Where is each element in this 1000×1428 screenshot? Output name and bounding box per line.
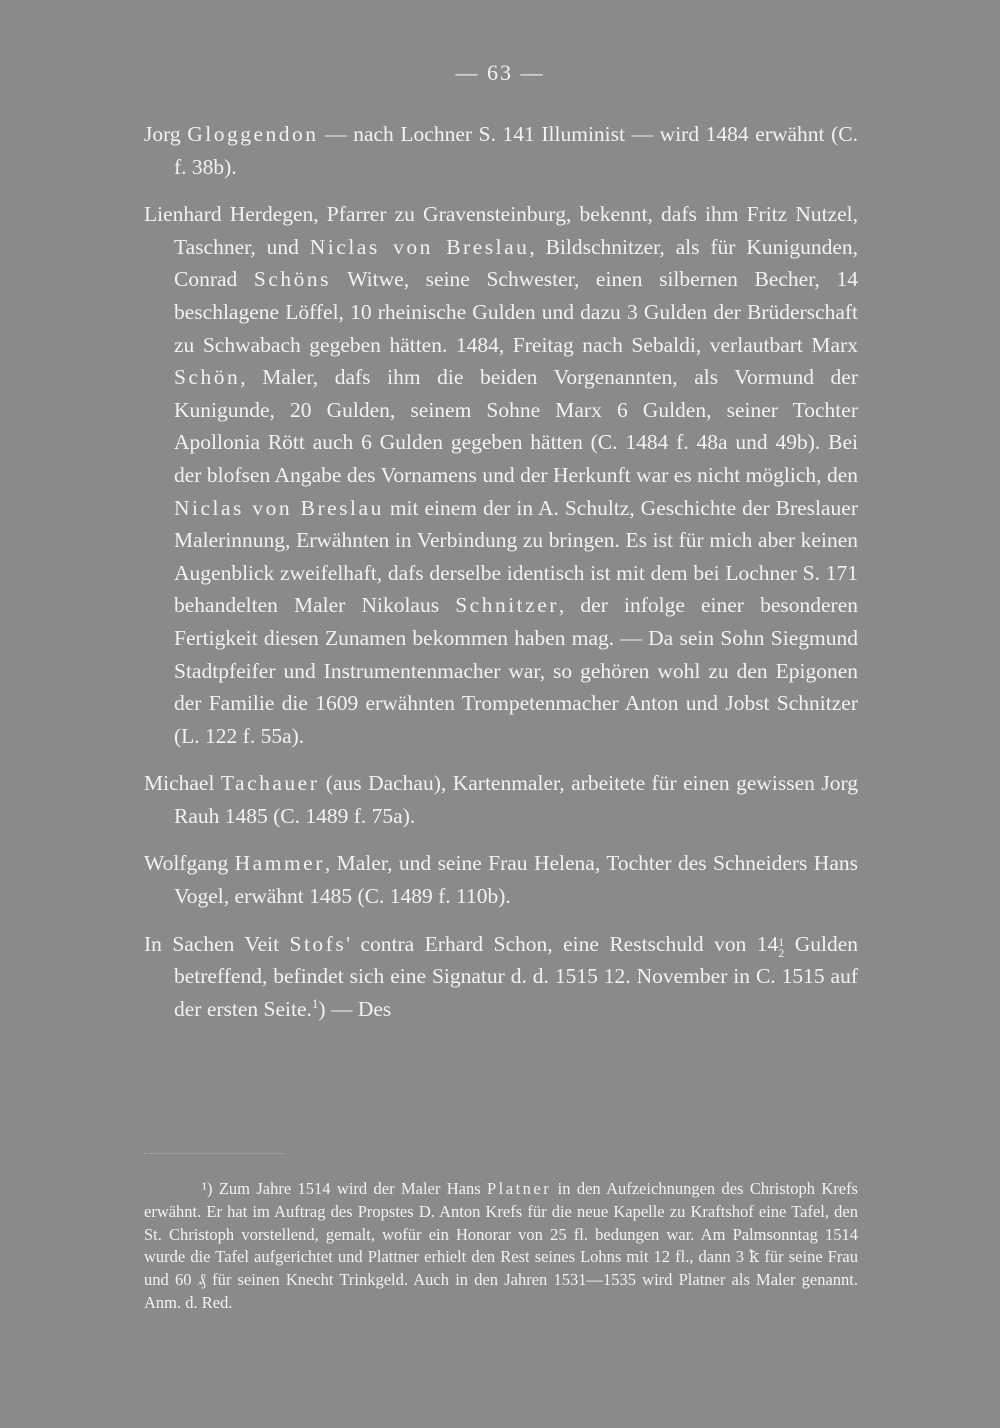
footnote-separator: [144, 1153, 284, 1154]
spaced-name: Stofs: [289, 931, 347, 956]
footnote-mark: ¹): [202, 1179, 213, 1198]
entry-herdegen: Lienhard Herdegen, Pfarrer zu Gravensteinburg, bekennt, dafs ihm Fritz Nutzel, Taschner, und Niclas von Breslau, Bildschnitzer, als für Kunigunden, Conrad Schöns Witwe, seine Schwester, einen silbernen Becher, 14 beschlagene Löffel, 10 rheinische Gulden und dazu 3 Gulden der Brüderschaft zu Schwabach gegeben hätten. 1484, Freitag nach Sebaldi, verlautbart Marx Schön, Maler, dafs ihm die beiden Vorgenannten, als Vormund der Kunigunde, 20 Gulden, seinem Sohne Marx 6 Gulden, seiner Tochter Apollonia Rött auch 6 Gulden gegeben hätten (C. 1484 f. 48a und 49b). Bei der blofsen Angabe des Vornamens und der Herkunft war es nicht möglich, den Niclas von Breslau mit einem der in A. Schultz, Geschichte der Breslauer Malerinnung, Erwähnten in Verbindung zu bringen. Es ist für mich aber keinen Augenblick zweifelhaft, dafs derselbe identisch ist mit dem bei Lochner S. 171 behandelten Maler Nikolaus Schnitzer, der infolge einer besonderen Fertigkeit diesen Zunamen bekommen haben mag. — Da sein Sohn Siegmund Stadtpfeifer und Instrumentenmacher war, so gehören wohl zu den Epigonen der Familie die 1609 erwähnten Trompetenmacher Anton und Jobst Schnitzer (L. 122 f. 55a).: [144, 202, 859, 748]
spaced-name: Niclas von Breslau: [309, 234, 530, 259]
footnote: ¹) Zum Jahre 1514 wird der Maler Hans Platner in den Aufzeichnungen des Christoph Krefs erwähnt. Er hat im Auftrag des Propstes D. Anton Krefs für die neue Kapelle zu Kraftshof eine Tafel, den St. Christoph vorstellend, gemalt, wofür ein Honorar von 25 fl. bedungen war. Am Palmsonntag 1514 wurde die Tafel aufgerichtet und Plattner erhielt den Rest seines Lohns mit 12 fl., dann 3 ꝁ für seine Frau und 60 ₰ für seinen Knecht Trinkgeld. Auch in den Jahren 1531—1535 wird Platner als Maler genannt. Anm. d. Red.: [144, 1179, 858, 1312]
page-number: — 63 —: [455, 60, 545, 85]
spaced-name: Tachauer: [220, 771, 320, 796]
spaced-name: Hammer: [234, 851, 325, 876]
entry-tachauer: Michael Tachauer (aus Dachau), Kartenmaler, arbeitete für einen gewissen Jorg Rauh 1485 (C. 1489 f. 75a).: [144, 771, 858, 828]
spaced-name: Niclas von Breslau: [174, 495, 384, 520]
spaced-name: Schnitzer: [455, 593, 559, 618]
footnote-reference[interactable]: 1: [311, 995, 319, 1011]
entry-hammer: Wolfgang Hammer, Maler, und seine Frau Helena, Tochter des Schneiders Hans Vogel, erwähnt 1485 (C. 1489 f. 110b).: [144, 851, 858, 909]
spaced-name: Gloggendon: [187, 122, 319, 146]
entry-gloggendon: Jorg Gloggendon — nach Lochner S. 141 Illuminist — wird 1484 erwähnt (C. f. 38b).: [144, 122, 858, 179]
spaced-name: Schöns: [253, 267, 332, 292]
spaced-name: Platner: [487, 1179, 552, 1198]
entry-stoss: In Sachen Veit Stofs' contra Erhard Schon, eine Restschuld von 14 1 2 Gulden betreffend, befindet sich eine Signatur d. d. 1515 12. November in C. 1515 auf der ersten Seite.$^1$) — Des: [144, 931, 858, 1021]
spaced-name: Schön: [174, 365, 241, 390]
fraction-half: 1 2: [778, 934, 785, 960]
main-text: [144, 118, 858, 1040]
